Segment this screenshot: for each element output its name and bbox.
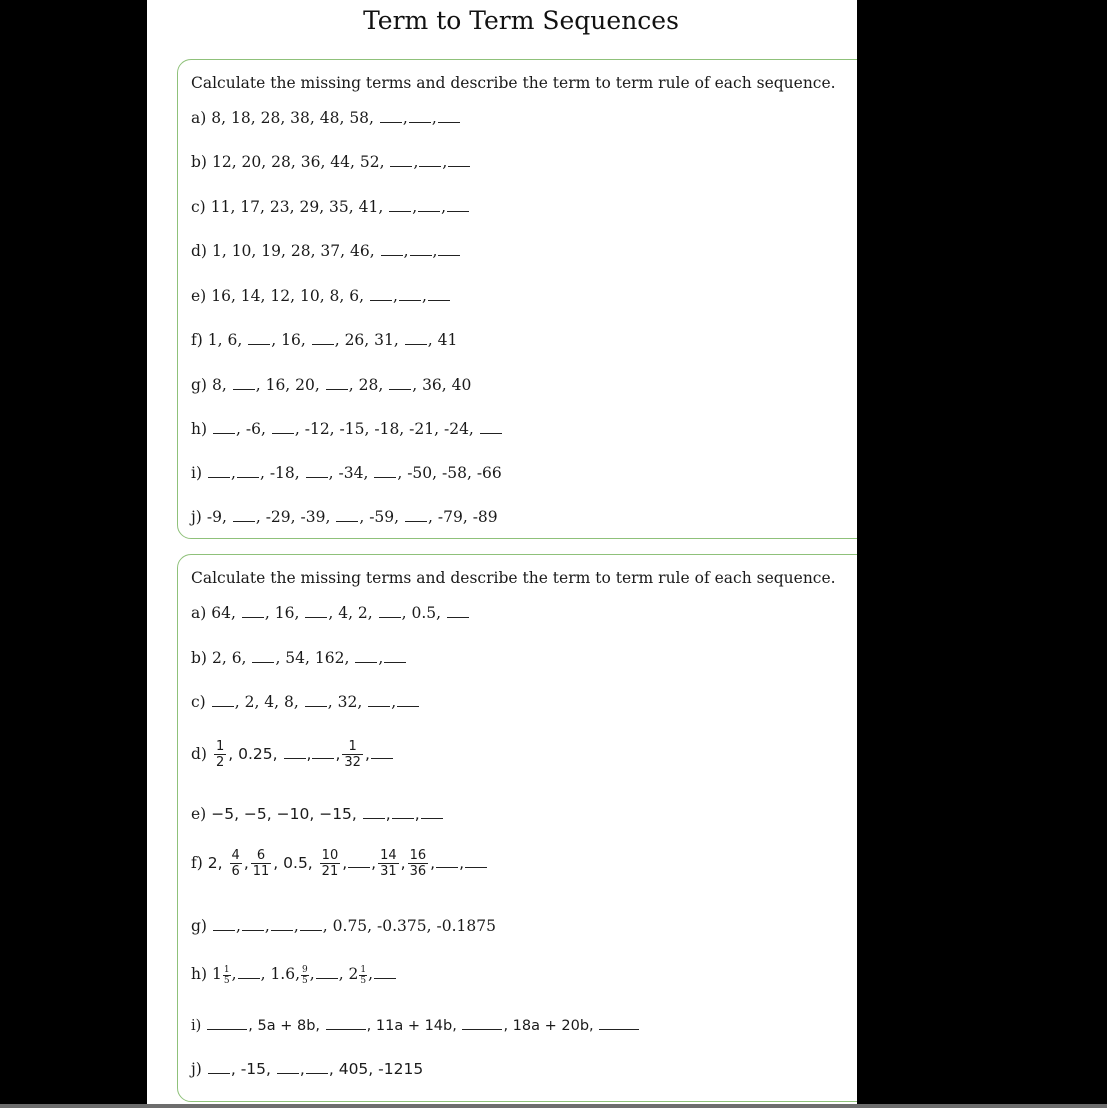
question-label: h): [191, 420, 208, 438]
sequence-terms: 18a + 20b,: [512, 1018, 594, 1034]
sequence-terms: 41: [437, 331, 458, 349]
sequence-terms: 4, 2,: [338, 604, 373, 622]
answer-blank[interactable]: [370, 286, 392, 301]
sequence-terms: -9,: [206, 508, 227, 526]
question-1g: g) 8, , 16, 20, , 28, , 36, 40: [191, 376, 472, 394]
fraction: $\frac{14}{31}$: [380, 848, 397, 879]
answer-blank[interactable]: [368, 692, 390, 707]
sequence-terms: 0.75, -0.375, -0.1875: [332, 917, 496, 935]
answer-blank[interactable]: [213, 916, 235, 931]
answer-blank[interactable]: [371, 744, 393, 759]
section-2-instruction: Calculate the missing terms and describe the term to term rule of each sequence.: [191, 569, 836, 587]
sequence-terms: 0.5,: [411, 604, 442, 622]
answer-blank[interactable]: [405, 330, 427, 345]
answer-blank[interactable]: [316, 964, 338, 979]
section-1-instruction: Calculate the missing terms and describe the term to term rule of each sequence.: [191, 74, 836, 92]
answer-blank[interactable]: [374, 964, 396, 979]
sequence-terms: 16, 20,: [265, 376, 320, 394]
sequence-terms: 12, 20, 28, 36, 44, 52,: [211, 153, 385, 171]
answer-blank[interactable]: [390, 152, 412, 167]
sequence-terms: 5a + 8b,: [257, 1018, 321, 1034]
answer-blank[interactable]: [421, 804, 443, 819]
sequence-terms: -34,: [338, 464, 369, 482]
question-label: g): [191, 376, 207, 394]
sequence-terms: 1.6,: [270, 965, 301, 983]
answer-blank[interactable]: [242, 916, 264, 931]
sequence-terms: 8,: [211, 376, 227, 394]
question-label: h): [191, 965, 208, 983]
answer-blank[interactable]: [207, 1015, 247, 1030]
answer-blank[interactable]: [208, 463, 230, 478]
question-label: j): [191, 1060, 202, 1078]
answer-blank[interactable]: [271, 916, 293, 931]
question-2h: h) 1 $\frac{1}{5}$ , , 1.6, $\frac{9}{5}$ , , 2 $\frac{1}{5}$ ,: [191, 960, 397, 988]
question-1f: f) 1, 6, , 16, , 26, 31, , 41: [191, 331, 458, 349]
question-label: i): [191, 464, 203, 482]
answer-blank[interactable]: [410, 241, 432, 256]
answer-blank[interactable]: [447, 197, 469, 212]
sequence-terms: 54, 162,: [285, 649, 350, 667]
question-label: f): [191, 854, 203, 872]
answer-blank[interactable]: [208, 1059, 230, 1074]
fraction: $\frac{1}{2}$: [215, 739, 225, 770]
question-2a: a) 64, , 16, , 4, 2, , 0.5,: [191, 603, 470, 623]
answer-blank[interactable]: [272, 419, 294, 434]
mixed-number-whole: 1: [212, 965, 222, 983]
answer-blank[interactable]: [326, 1015, 366, 1030]
answer-blank[interactable]: [448, 152, 470, 167]
answer-blank[interactable]: [233, 507, 255, 522]
question-label: c): [191, 693, 206, 711]
fraction: $\frac{1}{32}$: [344, 739, 361, 770]
question-1e: e) 16, 14, 12, 10, 8, 6, , ,: [191, 286, 451, 306]
sequence-terms: -12, -15, -18, -21, -24,: [304, 420, 474, 438]
question-1h: h) , -6, , -12, -15, -18, -21, -24,: [191, 419, 503, 439]
question-label: a): [191, 109, 207, 127]
answer-blank[interactable]: [212, 692, 234, 707]
question-label: b): [191, 649, 207, 667]
answer-blank[interactable]: [363, 804, 385, 819]
answer-blank[interactable]: [392, 804, 414, 819]
answer-blank[interactable]: [405, 507, 427, 522]
fraction: $\frac{1}{5}$: [223, 964, 230, 986]
question-1i: i) , , -18, , -34, , -50, -58, -66: [191, 464, 502, 482]
answer-blank[interactable]: [233, 375, 255, 390]
sequence-terms: -50, -58, -66: [407, 464, 502, 482]
answer-blank[interactable]: [380, 108, 402, 123]
question-label: e): [191, 805, 207, 823]
answer-blank[interactable]: [355, 648, 377, 663]
answer-blank[interactable]: [305, 692, 327, 707]
answer-blank[interactable]: [305, 603, 327, 618]
answer-blank[interactable]: [238, 964, 260, 979]
answer-blank[interactable]: [326, 375, 348, 390]
answer-blank[interactable]: [336, 507, 358, 522]
answer-blank[interactable]: [465, 853, 487, 868]
fraction: $\frac{9}{5}$: [302, 964, 308, 986]
question-2g: g) , , , , 0.75, -0.375, -0.1875: [191, 917, 496, 935]
answer-blank[interactable]: [237, 463, 259, 478]
sequence-terms: 36, 40: [422, 376, 472, 394]
answer-blank[interactable]: [284, 744, 306, 759]
answer-blank[interactable]: [399, 286, 421, 301]
answer-blank[interactable]: [418, 197, 440, 212]
question-label: g): [191, 917, 207, 935]
answer-blank[interactable]: [312, 330, 334, 345]
sequence-terms: 8, 18, 28, 38, 48, 58,: [211, 109, 374, 127]
sequence-terms: 16,: [274, 604, 300, 622]
sequence-terms: 2,: [207, 854, 223, 872]
sequence-terms: 64,: [211, 604, 236, 622]
question-1a: a) 8, 18, 28, 38, 48, 58, , ,: [191, 108, 461, 128]
question-2i: i) , 5a + 8b, , 11a + 14b, , 18a + 20b,: [191, 1015, 640, 1036]
bottom-border: [0, 1104, 1107, 1108]
answer-blank[interactable]: [213, 419, 235, 434]
sequence-terms: 16, 14, 12, 10, 8, 6,: [211, 287, 365, 305]
sequence-terms: 1, 10, 19, 28, 37, 46,: [211, 242, 375, 260]
worksheet-page: [147, 0, 857, 1105]
answer-blank[interactable]: [447, 603, 469, 618]
question-label: f): [191, 331, 203, 349]
sequence-terms: 2, 4, 8,: [244, 693, 299, 711]
answer-blank[interactable]: [384, 648, 406, 663]
question-label: a): [191, 604, 207, 622]
question-1j: j) -9, , -29, -39, , -59, , -79, -89: [191, 508, 498, 526]
sequence-terms: 28,: [358, 376, 384, 394]
sequence-terms: 32,: [337, 693, 363, 711]
sequence-terms: 0.5,: [283, 854, 313, 872]
page-title: Term to Term Sequences: [363, 6, 679, 35]
answer-blank[interactable]: [300, 916, 322, 931]
sequence-terms: -18,: [269, 464, 300, 482]
sequence-terms: -15,: [240, 1060, 271, 1078]
answer-blank[interactable]: [374, 463, 396, 478]
answer-blank[interactable]: [438, 241, 460, 256]
question-label: j): [191, 508, 202, 526]
answer-blank[interactable]: [306, 1059, 328, 1074]
question-2f: f) 2, $\frac{4}{6}$ , $\frac{6}{11}$ , 0.5, $\frac{10}{21}$ , , $\frac{14}{31}$ , $\frac{16}{36}$ , ,: [191, 846, 488, 880]
answer-blank[interactable]: [348, 853, 370, 868]
answer-blank[interactable]: [389, 375, 411, 390]
question-label: e): [191, 287, 207, 305]
fraction: $\frac{6}{11}$: [252, 848, 270, 879]
question-1b: b) 12, 20, 28, 36, 44, 52, , ,: [191, 152, 471, 172]
answer-blank[interactable]: [599, 1015, 639, 1030]
sequence-terms: 11, 17, 23, 29, 35, 41,: [210, 198, 384, 216]
answer-blank[interactable]: [242, 603, 264, 618]
answer-blank[interactable]: [419, 152, 441, 167]
answer-blank[interactable]: [381, 241, 403, 256]
sequence-terms: -79, -89: [437, 508, 498, 526]
sequence-terms: 2, 6,: [211, 649, 247, 667]
sequence-terms: −5, −5, −10, −15,: [211, 805, 357, 823]
fraction: $\frac{4}{6}$: [231, 848, 240, 879]
fraction: $\frac{1}{5}$: [360, 964, 367, 986]
mixed-number-whole: 2: [348, 965, 359, 983]
question-2e: e) −5, −5, −10, −15, , ,: [191, 804, 444, 824]
answer-blank[interactable]: [248, 330, 270, 345]
sequence-terms: 1, 6,: [207, 331, 243, 349]
answer-blank[interactable]: [389, 197, 411, 212]
answer-blank[interactable]: [397, 692, 419, 707]
question-label: i): [191, 1018, 202, 1034]
question-2d: d) $\frac{1}{2}$ , 0.25, , , $\frac{1}{32}$ ,: [191, 738, 394, 770]
sequence-terms: 16,: [281, 331, 306, 349]
question-1c: c) 11, 17, 23, 29, 35, 41, , ,: [191, 197, 470, 217]
fraction: $\frac{16}{36}$: [409, 848, 427, 879]
sequence-terms: 26, 31,: [344, 331, 399, 349]
question-2c: c) , 2, 4, 8, , 32, ,: [191, 692, 420, 712]
question-label: b): [191, 153, 207, 171]
answer-blank[interactable]: [462, 1015, 502, 1030]
question-2j: j) , -15, , , 405, -1215: [191, 1060, 424, 1078]
sequence-terms: -59,: [369, 508, 400, 526]
answer-blank[interactable]: [428, 286, 450, 301]
answer-blank[interactable]: [277, 1059, 299, 1074]
question-label: d): [191, 242, 207, 260]
answer-blank[interactable]: [409, 108, 431, 123]
answer-blank[interactable]: [252, 648, 274, 663]
answer-blank[interactable]: [379, 603, 401, 618]
sequence-terms: 405, -1215: [338, 1060, 424, 1078]
sequence-terms: -6,: [245, 420, 266, 438]
fraction: $\frac{10}{21}$: [321, 848, 339, 879]
sequence-terms: 11a + 14b,: [375, 1018, 457, 1034]
answer-blank[interactable]: [436, 853, 458, 868]
answer-blank[interactable]: [480, 419, 502, 434]
answer-blank[interactable]: [438, 108, 460, 123]
sequence-terms: 0.25,: [238, 745, 278, 763]
answer-blank[interactable]: [306, 463, 328, 478]
question-1d: d) 1, 10, 19, 28, 37, 46, , ,: [191, 241, 461, 261]
sequence-terms: -29, -39,: [265, 508, 331, 526]
question-label: c): [191, 198, 206, 216]
answer-blank[interactable]: [312, 744, 334, 759]
question-2b: b) 2, 6, , 54, 162, ,: [191, 648, 407, 668]
question-label: d): [191, 745, 207, 763]
